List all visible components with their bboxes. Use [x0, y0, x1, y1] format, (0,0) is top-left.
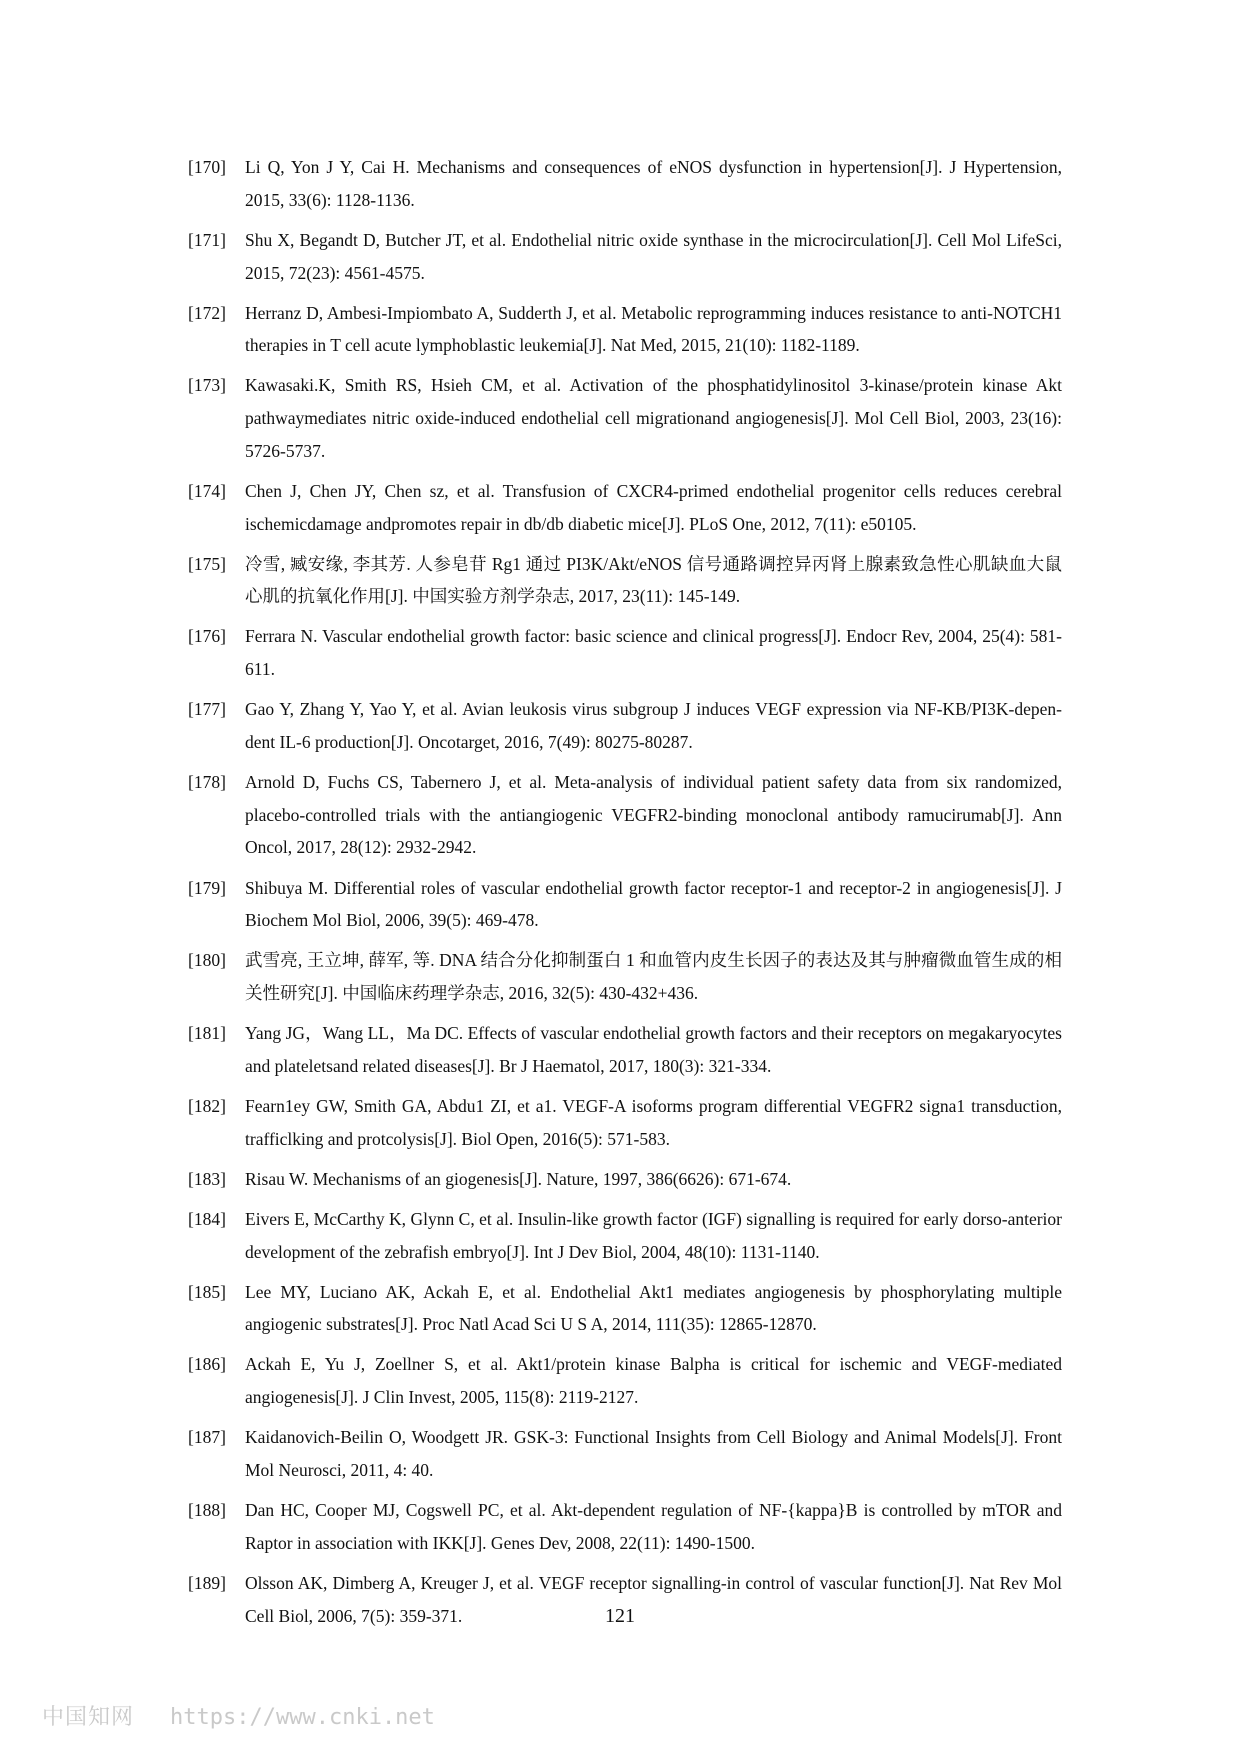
page-number: 121 — [605, 1605, 635, 1627]
reference-number: [188] — [188, 1500, 226, 1521]
reference-entry — [188, 872, 1062, 937]
reference-number: [183] — [188, 1168, 226, 1189]
reference-text: Shu X, Begandt D, Butcher JT, et al. Endothelial nitric oxide synthase in the microcirculation[J]. Cell Mol LifeSci, 2015, 72(23): 4561-4575. — [245, 229, 1062, 283]
reference-entry — [188, 297, 1062, 362]
reference-entry — [188, 1421, 1062, 1486]
reference-number: [174] — [188, 480, 226, 501]
reference-text: Herranz D, Ambesi-Impiombato A, Sudderth J, et al. Metabolic reprogramming induces resistance to anti-NOTCH1 therapies in T cell acute lymphoblastic leukemia[J]. Nat Med, 2015, 21(10): 1182-1189. — [245, 302, 1062, 356]
reference-entry — [188, 224, 1062, 289]
reference-entry — [188, 1163, 1062, 1196]
reference-text: Dan HC, Cooper MJ, Cogswell PC, et al. Akt-dependent regulation of NF-{kappa}B is controlled by mTOR and Raptor in association with IKK[J]. Genes Dev, 2008, 22(11): 1490-1500. — [245, 1500, 1062, 1553]
reference-entry — [188, 548, 1062, 613]
reference-entry — [188, 1494, 1062, 1559]
reference-text: Shibuya M. Differential roles of vascular endothelial growth factor receptor-1 and receptor-2 in angiogenesis[J]. J Biochem Mol Biol, 2006, 39(5): 469-478. — [245, 877, 1062, 931]
cnki-watermark — [42, 1700, 435, 1731]
watermark-url: https://www.cnki.net — [170, 1705, 435, 1730]
reference-number: [177] — [188, 699, 226, 720]
reference-number: [173] — [188, 375, 226, 396]
reference-entry — [188, 1017, 1062, 1082]
reference-entry — [188, 151, 1062, 216]
reference-text: Fearn1ey GW, Smith GA, Abdu1 ZI, et a1. VEGF-A isoforms program differential VEGFR2 signa1 transduction, trafficlking and protcolysis[J]. Biol Open, 2016(5): 571-583. — [245, 1095, 1062, 1149]
reference-entry — [188, 369, 1062, 467]
reference-number: [184] — [188, 1208, 226, 1229]
reference-number: [179] — [188, 877, 226, 898]
reference-number: [172] — [188, 302, 226, 323]
reference-text: 武雪亮, 王立坤, 薛军, 等. DNA 结合分化抑制蛋白 1 和血管内皮生长因子的表达及其与肿瘤微血管生成的相关性研究[J]. 中国临床药理学杂志, 2016, 32(5): 430-432+436. — [245, 950, 1062, 1004]
reference-entry — [188, 693, 1062, 758]
reference-number: [181] — [188, 1023, 226, 1044]
reference-entry — [188, 1348, 1062, 1413]
reference-number: [175] — [188, 553, 226, 574]
reference-text: Eivers E, McCarthy K, Glynn C, et al. Insulin-like growth factor (IGF) signalling is required for early dorso-anterior development of the zebrafish embryo[J]. Int J Dev Biol, 2004, 48(10): 1131-1140. — [245, 1208, 1062, 1262]
reference-entry — [188, 1090, 1062, 1155]
reference-entry — [188, 620, 1062, 685]
watermark-brand: 中国知网 — [42, 1705, 135, 1730]
reference-text: Kawasaki.K, Smith RS, Hsieh CM, et al. Activation of the phosphatidylinositol 3-kinase/protein kinase Akt pathwaymediates nitric oxide-induced endothelial cell migrationand angiogenesis[J]. Mol Cell Biol, 2003, 23(16): 5726-5737. — [245, 375, 1062, 461]
reference-number: [171] — [188, 229, 226, 250]
reference-list — [188, 151, 1062, 1640]
reference-number: [186] — [188, 1354, 226, 1375]
reference-entry — [188, 766, 1062, 864]
reference-text: Ferrara N. Vascular endothelial growth factor: basic science and clinical progress[J]. Endocr Rev, 2004, 25(4): 581-611. — [245, 626, 1062, 680]
reference-number: [180] — [188, 950, 226, 971]
reference-text: Yang JG，Wang LL，Ma DC. Effects of vascular endothelial growth factors and their receptors on megakaryocytes and plateletsand related diseases[J]. Br J Haematol, 2017, 180(3): 321-334. — [245, 1023, 1062, 1076]
reference-text: Li Q, Yon J Y, Cai H. Mechanisms and consequences of eNOS dysfunction in hypertension[J]. J Hypertension, 2015, 33(6): 1128-1136. — [245, 157, 1062, 210]
reference-number: [189] — [188, 1572, 226, 1593]
reference-text: Gao Y, Zhang Y, Yao Y, et al. Avian leukosis virus subgroup J induces VEGF expression via NF-KB/PI3K-depen-dent IL-6 production[J]. Oncotarget, 2016, 7(49): 80275-80287. — [245, 699, 1062, 752]
reference-text: Ackah E, Yu J, Zoellner S, et al. Akt1/protein kinase Balpha is critical for ischemic and VEGF-mediated angiogenesis[J]. J Clin Invest, 2005, 115(8): 2119-2127. — [245, 1354, 1062, 1408]
reference-text: Risau W. Mechanisms of an giogenesis[J]. Nature, 1997, 386(6626): 671-674. — [245, 1168, 792, 1189]
reference-number: [176] — [188, 626, 226, 647]
reference-number: [178] — [188, 772, 226, 793]
reference-entry — [188, 944, 1062, 1009]
reference-entry — [188, 475, 1062, 540]
reference-text: Chen J, Chen JY, Chen sz, et al. Transfusion of CXCR4-primed endothelial progenitor cells reduces cerebral ischemicdamage andpromotes repair in db/db diabetic mice[J]. PLoS One, 2012, 7(11): e50105. — [245, 480, 1062, 534]
reference-number: [187] — [188, 1427, 226, 1448]
reference-text: Arnold D, Fuchs CS, Tabernero J, et al. Meta-analysis of individual patient safety data from six randomized, placebo-controlled trials with the antiangiogenic VEGFR2-binding monoclonal antibody ramucirumab[J]. Ann Oncol, 2017, 28(12): 2932-2942. — [245, 772, 1062, 858]
reference-text: Kaidanovich-Beilin O, Woodgett JR. GSK-3: Functional Insights from Cell Biology and Animal Models[J]. Front Mol Neurosci, 2011, 4: 40. — [245, 1427, 1062, 1480]
reference-number: [185] — [188, 1281, 226, 1302]
reference-entry — [188, 1276, 1062, 1341]
reference-entry — [188, 1203, 1062, 1268]
reference-number: [182] — [188, 1095, 226, 1116]
reference-number: [170] — [188, 157, 226, 177]
reference-text: Olsson AK, Dimberg A, Kreuger J, et al. VEGF receptor signalling-in control of vascular function[J]. Nat Rev Mol Cell Biol, 2006, 7(5): 359-371. — [245, 1572, 1062, 1626]
reference-text: Lee MY, Luciano AK, Ackah E, et al. Endothelial Akt1 mediates angiogenesis by phosphorylating multiple angiogenic substrates[J]. Proc Natl Acad Sci U S A, 2014, 111(35): 12865-12870. — [245, 1281, 1062, 1335]
reference-text: 冷雪, 臧安缘, 李其芳. 人参皂苷 Rg1 通过 PI3K/Akt/eNOS 信号通路调控异丙肾上腺素致急性心肌缺血大鼠心肌的抗氧化作用[J]. 中国实验方剂学杂志, 2017, 23(11): 145-149. — [245, 553, 1062, 607]
